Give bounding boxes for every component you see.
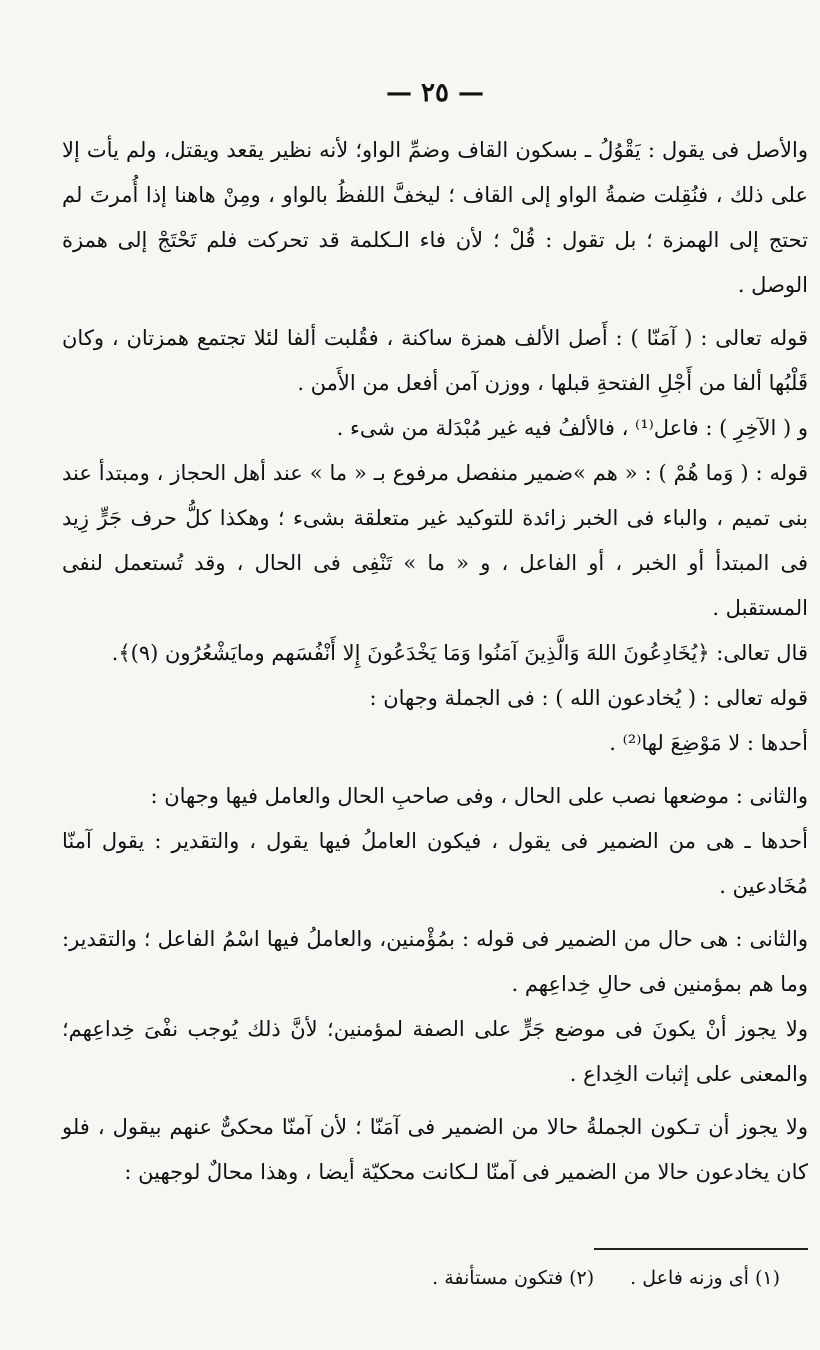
paragraph-no-jarr: ولا يجوز أنْ يكونَ فى موضع جَرٍّ على الصفة لمؤمنين؛ لأنَّ ذلك يُوجب نفْىَ خِداعِهم؛ والمعنى على إثبات الخِداع . xyxy=(62,1017,808,1086)
footnotes xyxy=(396,1256,780,1300)
paragraph-no-hal: ولا يجوز أن تـكون الجملةُ حالا من الضمير فى آمَنّا ؛ لأن آمنّا محكىٌّ عنهم بيقول ، فلو كان يخادعون حالا من الضمير فى آمنّا لـكانت محكيّة أيضا ، وهذا محالٌ لوجهين : xyxy=(62,1115,808,1184)
footnote-2: (٢) فتكون مستأنفة . xyxy=(432,1267,595,1289)
paragraph-second-sub: والثانى : هى حال من الضمير فى قوله : بمُؤْمنين، والعاملُ فيها اسْمُ الفاعل ؛ والتقدير: وما هم بمؤمنين فى حالِ خِداعِهم . xyxy=(62,927,808,996)
paragraph-first-sub: أحدها ـ هى من الضمير فى يقول ، فيكون العاملُ فيها يقول ، والتقدير : يقول آمنّا مُخَادعين . xyxy=(62,829,808,898)
paragraph-second-aspect: والثانى : موضعها نصب على الحال ، وفى صاحبِ الحال والعامل فيها وجهان : xyxy=(150,784,808,808)
quran-verse: قال تعالى: ﴿يُخَادِعُونَ اللهَ وَالَّذِينَ آمَنُوا وَمَا يَخْدَعُونَ إِلا أَنْفُسَهم ومايَشْعُرُون (٩)﴾. xyxy=(111,641,808,665)
paragraph-first-aspect: أحدها : لا مَوْضِعَ لها⁽²⁾ . xyxy=(609,731,808,755)
paragraph-wama-hum: قوله : ( وَما هُمْ ) : « هم »ضمير منفصل مرفوع بـ « ما » عند أهل الحجاز ، ومبتدأ عند بنى تميم ، والباء فى الخبر زائدة للتوكيد غير متعلقة بشىء ؛ وهكذا كلُّ حرف جَرٍّ زِيد فى المبتدأ أو الخبر ، أو الفاعل ، و « ما » تَنْفِى فى الحال ، وقد تُستعمل لنفى المستقبل . xyxy=(62,461,808,620)
body-text xyxy=(62,128,808,1195)
paragraph-grammar-yaqul: والأصل فى يقول : يَقْوُلُ ـ بسكون القاف وضمِّ الواو؛ لأنه نظير يقعد ويقتل، ولم يأت إلا على ذلك ، فنُقِلت ضمةُ الواو إلى القاف ؛ ليخفَّ اللفظُ بالواو ، ومِنْ هاهنا إذا أُمرتَ لم تحتج إلى الهمزة ؛ بل تقول : قُلْ ؛ لأن فاء الـكلمة قد تحركت فلم تَحْتَجْ إلى همزة الوصل . xyxy=(62,138,808,297)
page-number: — ٢٥ — xyxy=(385,78,485,108)
paragraph-yukhadiun: قوله تعالى : ( يُخادعون الله ) : فى الجملة وجهان : xyxy=(369,686,808,710)
footnote-divider xyxy=(594,1248,808,1250)
paragraph-amanna: قوله تعالى : ( آمَنّا ) : أَصل الألف همزة ساكنة ، فقُلبت ألفا لئلا تجتمع همزتان ، وكان قَلْبُها ألفا من أَجْلِ الفتحةِ قبلها ، ووزن آمن أفعل من الأَمن . xyxy=(62,326,808,395)
footnote-1: (١) أى وزنه فاعل . xyxy=(630,1267,780,1289)
paragraph-al-akhir: و ( الآخِرِ ) : فاعل⁽¹⁾ ، فالألفُ فيه غير مُبْدَلة من شىء . xyxy=(336,416,808,440)
